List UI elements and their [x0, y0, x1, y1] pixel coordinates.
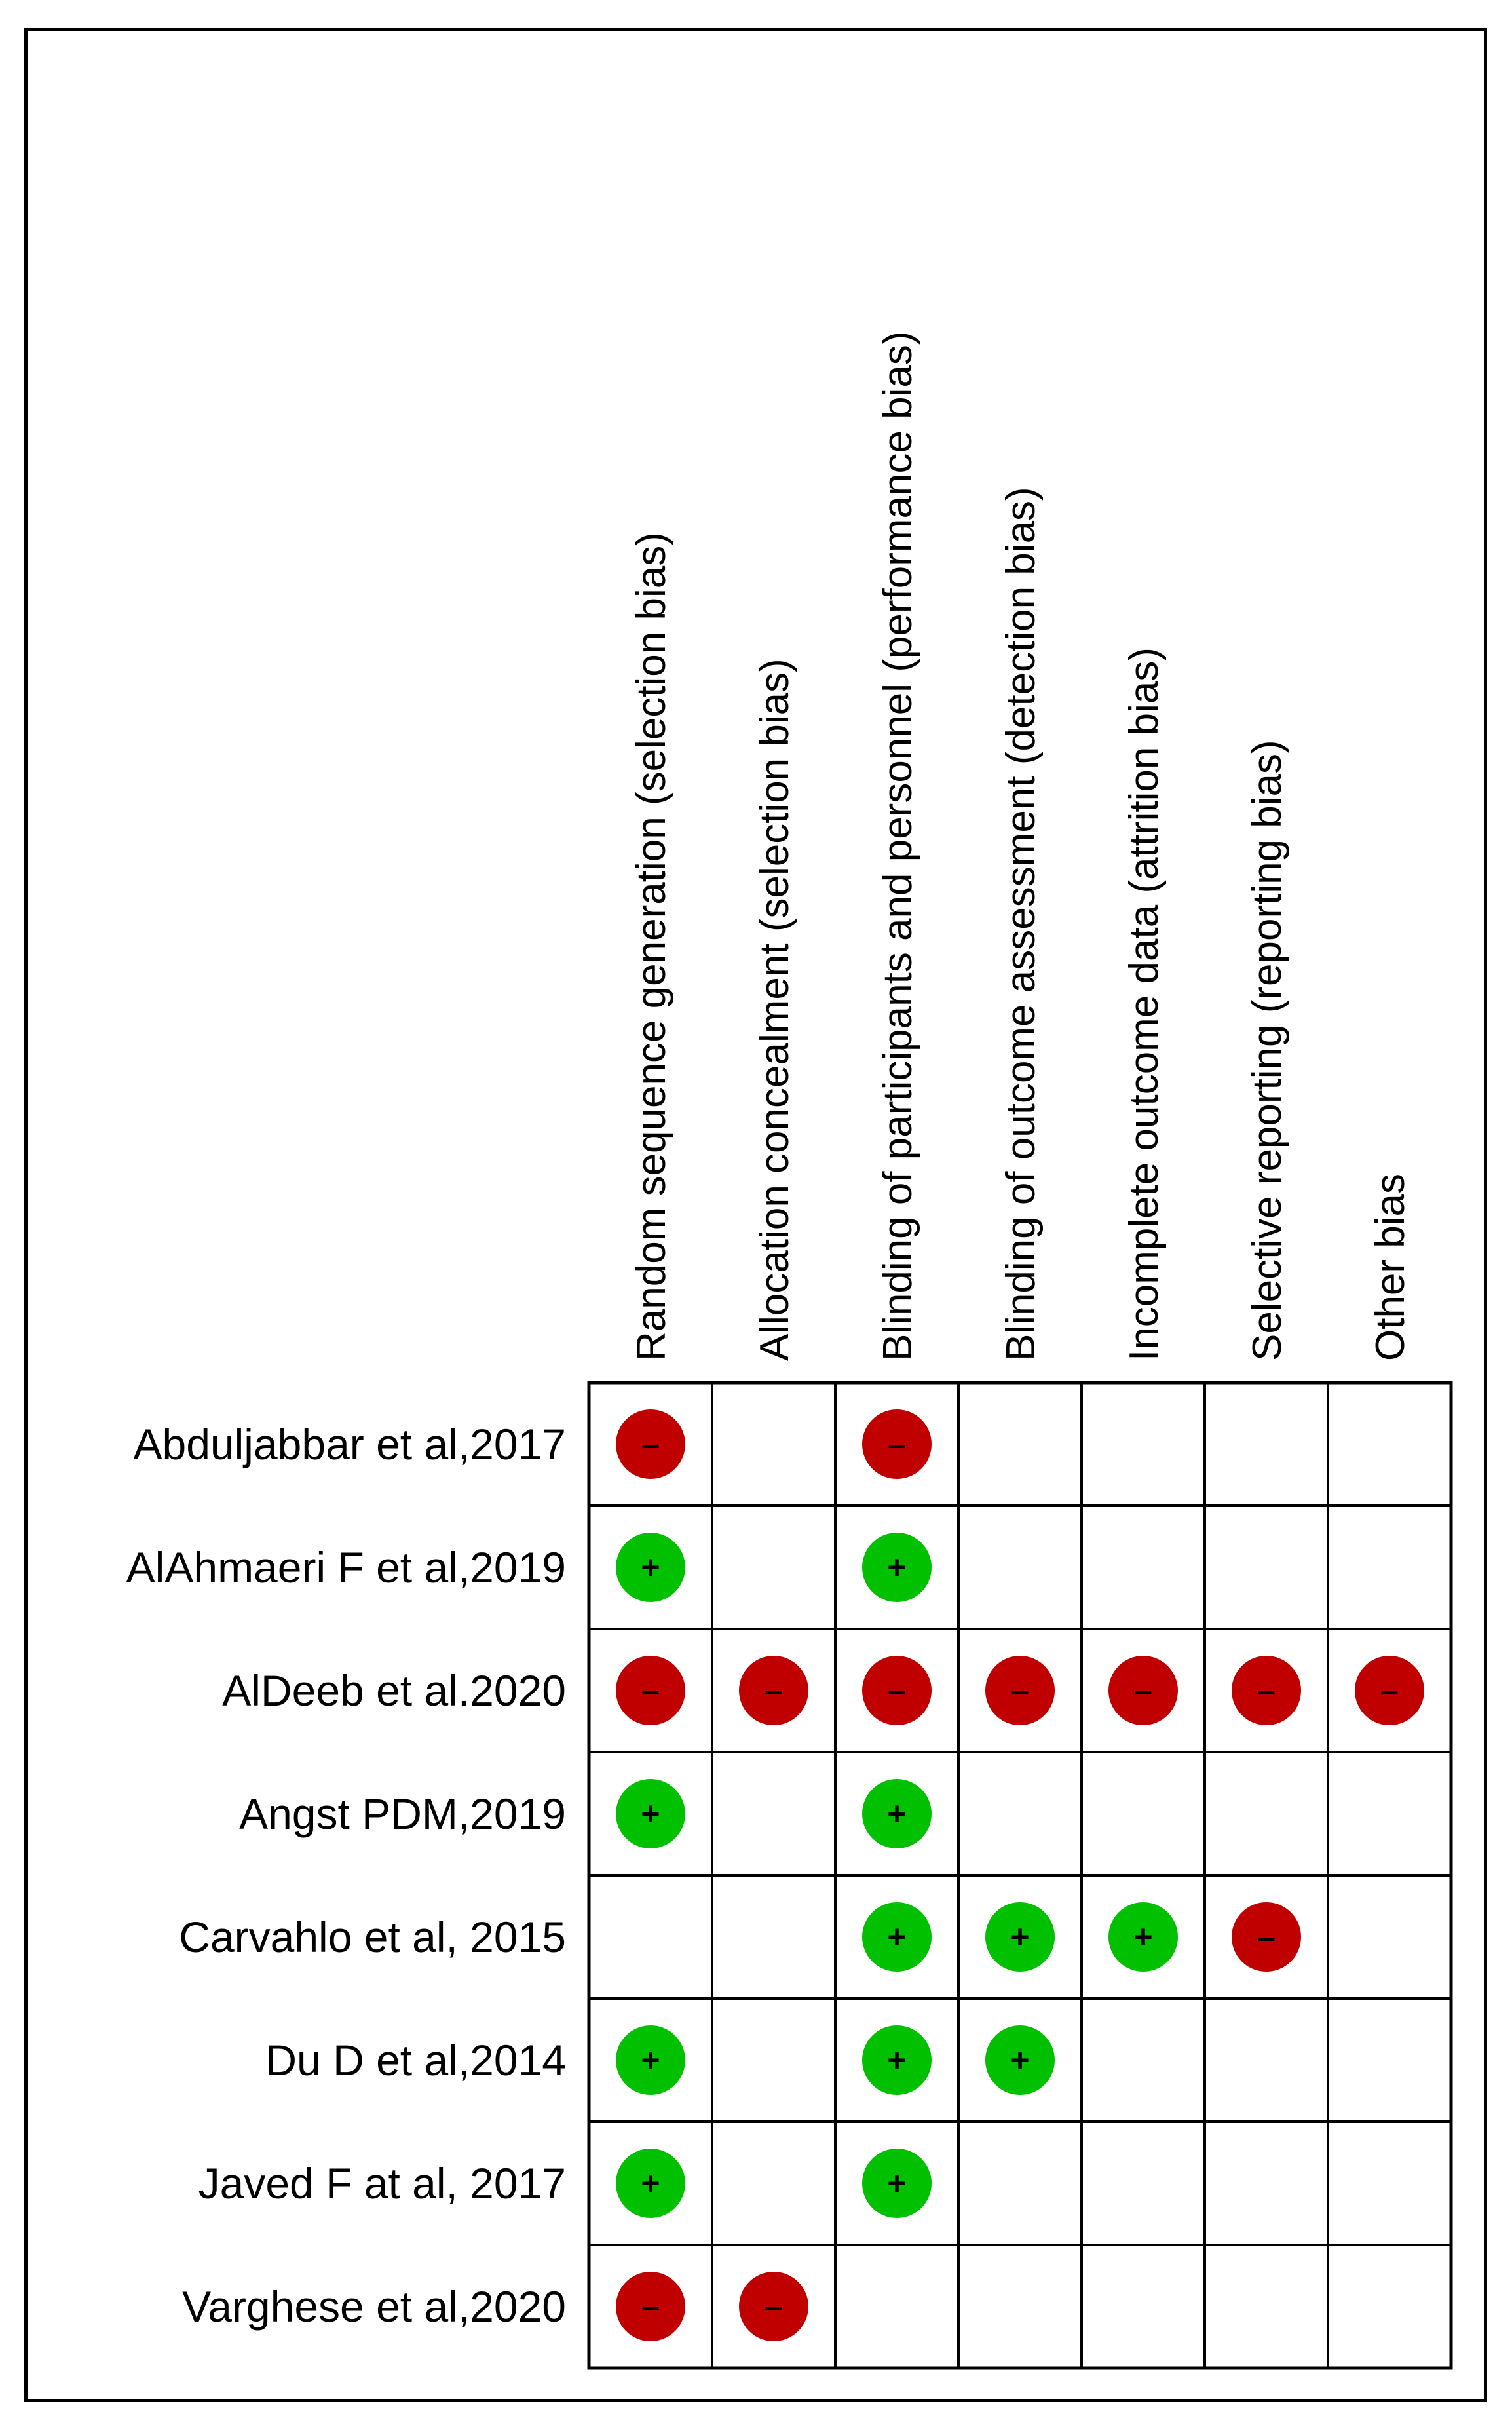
plus-sign: +	[1133, 1919, 1153, 1955]
low-risk-mark	[862, 2149, 932, 2218]
domain-header-blinding-of-participants-and-personnel-p: Blinding of participants and personnel (performance bias)	[875, 331, 920, 1361]
low-risk-mark	[1108, 1902, 1178, 1972]
high-risk-mark	[1232, 1902, 1301, 1972]
plus-sign: +	[887, 1919, 907, 1955]
study-label: Varghese et al,2020	[182, 2282, 566, 2331]
domain-header-incomplete-outcome-data-attrition-bias: Incomplete outcome data (attrition bias)	[1122, 647, 1167, 1361]
low-risk-mark	[985, 2025, 1055, 2095]
high-risk-mark	[985, 1656, 1055, 1725]
minus-sign: –	[888, 1426, 906, 1463]
judgement-grid	[589, 1383, 1451, 2368]
minus-sign: –	[1134, 1672, 1152, 1709]
low-risk-mark	[862, 2025, 932, 2095]
study-label: AlDeeb et al.2020	[222, 1666, 566, 1715]
high-risk-mark	[616, 1409, 685, 1479]
low-risk-mark	[616, 1779, 685, 1848]
study-labels	[126, 1420, 566, 2331]
high-risk-mark	[616, 2272, 685, 2341]
study-label: Carvahlo et al, 2015	[179, 1913, 566, 1961]
plus-sign: +	[1010, 2042, 1030, 2078]
low-risk-mark	[616, 2025, 685, 2095]
minus-sign: –	[641, 2288, 660, 2325]
domain-headers	[629, 331, 1413, 1361]
minus-sign: –	[765, 2288, 783, 2325]
study-label: Abduljabbar et al,2017	[133, 1420, 566, 1468]
domain-header-random-sequence-generation-selection-bia: Random sequence generation (selection bias)	[629, 532, 674, 1361]
high-risk-mark	[1232, 1656, 1301, 1725]
low-risk-mark	[616, 2149, 685, 2218]
domain-header-blinding-of-outcome-assessment-detection: Blinding of outcome assessment (detection bias)	[998, 487, 1044, 1361]
plus-sign: +	[1010, 1919, 1030, 1955]
high-risk-mark	[739, 2272, 808, 2341]
plus-sign: +	[887, 2042, 907, 2078]
plus-sign: +	[641, 2042, 660, 2078]
plus-sign: +	[887, 2165, 907, 2202]
high-risk-mark	[862, 1409, 932, 1479]
low-risk-mark	[985, 1902, 1055, 1972]
plus-sign: +	[641, 1795, 660, 1832]
minus-sign: –	[765, 1672, 783, 1709]
minus-sign: –	[1011, 1672, 1029, 1709]
high-risk-mark	[1355, 1656, 1424, 1725]
low-risk-mark	[862, 1533, 932, 1602]
high-risk-mark	[616, 1656, 685, 1725]
plus-sign: +	[641, 1549, 660, 1586]
domain-header-selective-reporting-reporting-bias: Selective reporting (reporting bias)	[1245, 740, 1290, 1361]
minus-sign: –	[641, 1426, 660, 1463]
minus-sign: –	[1380, 1672, 1399, 1709]
study-label: AlAhmaeri F et al,2019	[126, 1543, 566, 1592]
low-risk-mark	[862, 1902, 932, 1972]
study-label: Angst PDM,2019	[239, 1790, 566, 1838]
high-risk-mark	[739, 1656, 808, 1725]
minus-sign: –	[641, 1672, 660, 1709]
plus-sign: +	[641, 2165, 660, 2202]
low-risk-mark	[862, 1779, 932, 1848]
high-risk-mark	[862, 1656, 932, 1725]
domain-header-other-bias: Other bias	[1368, 1173, 1413, 1361]
study-label: Javed F at al, 2017	[198, 2159, 566, 2208]
high-risk-mark	[1108, 1656, 1178, 1725]
minus-sign: –	[888, 1672, 906, 1709]
low-risk-mark	[616, 1533, 685, 1602]
study-label: Du D et al,2014	[265, 2036, 566, 2084]
minus-sign: –	[1257, 1919, 1276, 1955]
plus-sign: +	[887, 1549, 907, 1586]
domain-header-allocation-concealment-selection-bias: Allocation concealment (selection bias)	[752, 659, 797, 1361]
minus-sign: –	[1257, 1672, 1276, 1709]
plus-sign: +	[887, 1795, 907, 1832]
